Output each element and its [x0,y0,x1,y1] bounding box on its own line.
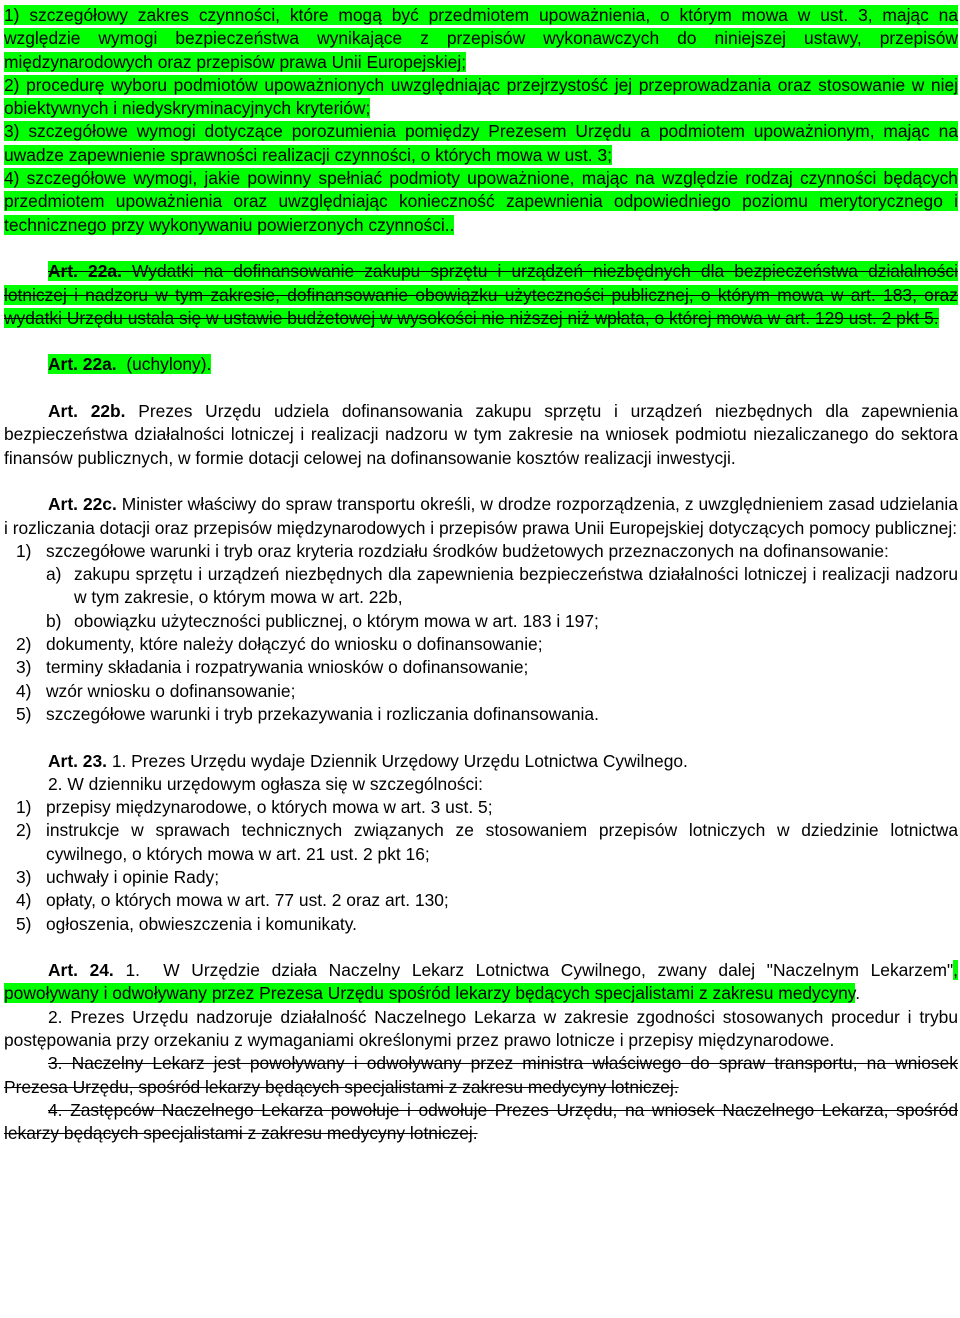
intro-item-3: 3) szczegółowe wymogi dotyczące porozumienia pomiędzy Prezesem Urzędu a podmiotem upoważnionym, mając na uwadze zapewnienie sprawności realizacji czynności, o których mowa w ust. 3; [4,121,958,165]
art23-item-4: 4) opłaty, o których mowa w art. 77 ust. 2 oraz art. 130; [16,890,449,911]
art23-item-1: 1) przepisy międzynarodowe, o których mowa w art. 3 ust. 5; [16,797,493,818]
art24-p3: 3. Naczelny Lekarz jest powoływany i odwoływany przez ministra właściwego do spraw transportu, na wniosek Prezesa Urzędu, spośród lekarzy będących specjalistami z zakresu medycyny lotniczej. [4,1053,958,1097]
art22c-paragraph [4,493,958,540]
art22b-text: Prezes Urzędu udziela dofinansowania zakupu sprzętu i urządzeń niezbędnych dla zapewnienia bezpieczeństwa działalności lotniczej i realizacji nadzoru w tym zakresie na wniosek podmiotu niezaliczanego do sektora finansów publicznych, w formie dotacji celowej na dofinansowanie kosztów realizacji inwestycji. [4,401,958,468]
art22a-old-paragraph [4,260,958,330]
art22c-subitem-a: a) zakupu sprzętu i urządzeń niezbędnych dla zapewnienia bezpieczeństwa działalności lotniczej i realizacji nadzoru w tym zakresie, o którym mowa w art. 22b, [46,564,958,608]
art24-p4: 4. Zastępców Naczelnego Lekarza powołuje i odwołuje Prezes Urzędu, na wniosek Naczelnego Lekarza, spośród lekarzy będących specjalistami z zakresu medycyny lotniczej. [4,1099,958,1144]
art23-item-5: 5) ogłoszenia, obwieszczenia i komunikaty. [16,913,357,934]
art24-paragraph-4 [4,1099,958,1146]
art24-p2: 2. Prezes Urzędu nadzoruje działalność Naczelnego Lekarza w zakresie zgodności stosowanych procedur i trybu postępowania przy orzekaniu z wymaganiami określonymi przez prawo lotnicze i przepisy międzynarodowe. [4,1006,958,1051]
art23-p1: 1. Prezes Urzędu wydaje Dziennik Urzędowy Urzędu Lotnictwa Cywilnego. [111,750,688,771]
art23-p2: 2. W dzienniku urzędowym ogłasza się w szczególności: [48,773,483,794]
art24-paragraph-3 [4,1052,958,1099]
art24-label: Art. 24. [48,960,114,981]
art23-label: Art. 23. [48,750,107,771]
art22c-label: Art. 22c. [48,494,117,515]
art22c-item-1: 1) szczegółowe warunki i tryb oraz kryteria rozdziału środków budżetowych przeznaczonych na dofinansowanie: [16,540,889,561]
art22b-paragraph [4,400,958,470]
art23-paragraph-2 [4,773,958,796]
art24-p1-highlight: , powoływany i odwoływany przez Prezesa Urzędu spośród lekarzy będących specjalistami z zakresu medycyny [4,960,958,1004]
art22a-new-text: (uchylony). [126,354,212,375]
art22a-old-label: Art. 22a. [48,261,122,282]
art24-paragraph-2 [4,1006,958,1053]
art22c-item-5: 5) szczegółowe warunki i tryb przekazywania i rozliczania dofinansowania. [16,703,599,724]
art22c-item-3: 3) terminy składania i rozpatrywania wniosków o dofinansowanie; [16,657,529,678]
art22b-label: Art. 22b. [48,401,126,422]
art23-paragraph-1 [4,750,958,773]
art22a-new-label: Art. 22a. [48,354,117,375]
art22c-sublist [4,563,958,633]
art22c-list [4,540,958,726]
intro-item-2: 2) procedurę wyboru podmiotów upoważnionych uwzględniając przejrzystość jej przeprowadzania oraz stosowanie w niej obiektywnych i niedyskryminacyjnych kryteriów; [4,74,958,119]
document-page [4,4,958,1146]
intro-item-1: 1) szczegółowy zakres czynności, które mogą być przedmiotem upoważnienia, o którym mowa w ust. 3, mając na względzie wymogi bezpieczeństwa wynikające z przepisów wykonawczych do niniejszej ustawy, przepisów międzynarodowych oraz przepisów prawa Unii Europejskiej; [4,5,958,72]
art23-list [4,796,958,936]
art23-item-2: 2) instrukcje w sprawach technicznych związanych ze stosowaniem przepisów lotniczych w dziedzinie lotnictwa cywilnego, o których mowa w art. 21 ust. 2 pkt 16; [16,820,958,864]
art24-p1-text: W Urzędzie działa Naczelny Lekarz Lotnictwa Cywilnego, zwany dalej "Naczelnym Lekarzem" [163,960,954,981]
intro-item-4: 4) szczegółowe wymogi, jakie powinny spełniać podmioty upoważnione, mając na względzie rodzaj czynności będących przedmiotem upoważnienia oraz uwzględniając konieczność zapewnienia odpowiedniego poziomu merytorycznego i technicznego przy wykonywaniu powierzonych czynności.. [4,168,958,235]
intro-list [4,4,958,237]
art22c-item-4: 4) wzór wniosku o dofinansowanie; [16,680,296,701]
art22c-item-2: 2) dokumenty, które należy dołączyć do wniosku o dofinansowanie; [16,634,543,655]
art22a-new-paragraph [4,353,958,376]
art22c-text: Minister właściwy do spraw transportu określi, w drodze rozporządzenia, z uwzględnieniem zasad udzielania i rozliczania dotacji oraz przepisów międzynarodowych i przepisów prawa Unii Europejskiej dotyczących pomocy publicznej: [4,494,958,538]
art24-paragraph-1: Art. 24. 1. W Urzędzie działa Naczelny Lekarz Lotnictwa Cywilnego, zwany dalej "Naczelnym Lekarzem", powoływany i odwoływany przez Prezesa Urzędu spośród lekarzy będących specjalistami z zakresu medycyny. [4,960,958,1004]
art22c-subitem-b: b) obowiązku użyteczności publicznej, o którym mowa w art. 183 i 197; [46,610,599,631]
art22a-old-text: Wydatki na dofinansowanie zakupu sprzętu i urządzeń niezbędnych dla bezpieczeństwa działalności lotniczej i nadzoru w tym zakresie, dofinansowanie obowiązku użyteczności publicznej, o którym mowa w art. 183, oraz wydatki Urzędu ustala się w ustawie budżetowej w wysokości nie niższej niż wpłata, o której mowa w art. 129 ust. 2 pkt 5. [4,261,958,328]
art23-item-3: 3) uchwały i opinie Rady; [16,866,220,887]
